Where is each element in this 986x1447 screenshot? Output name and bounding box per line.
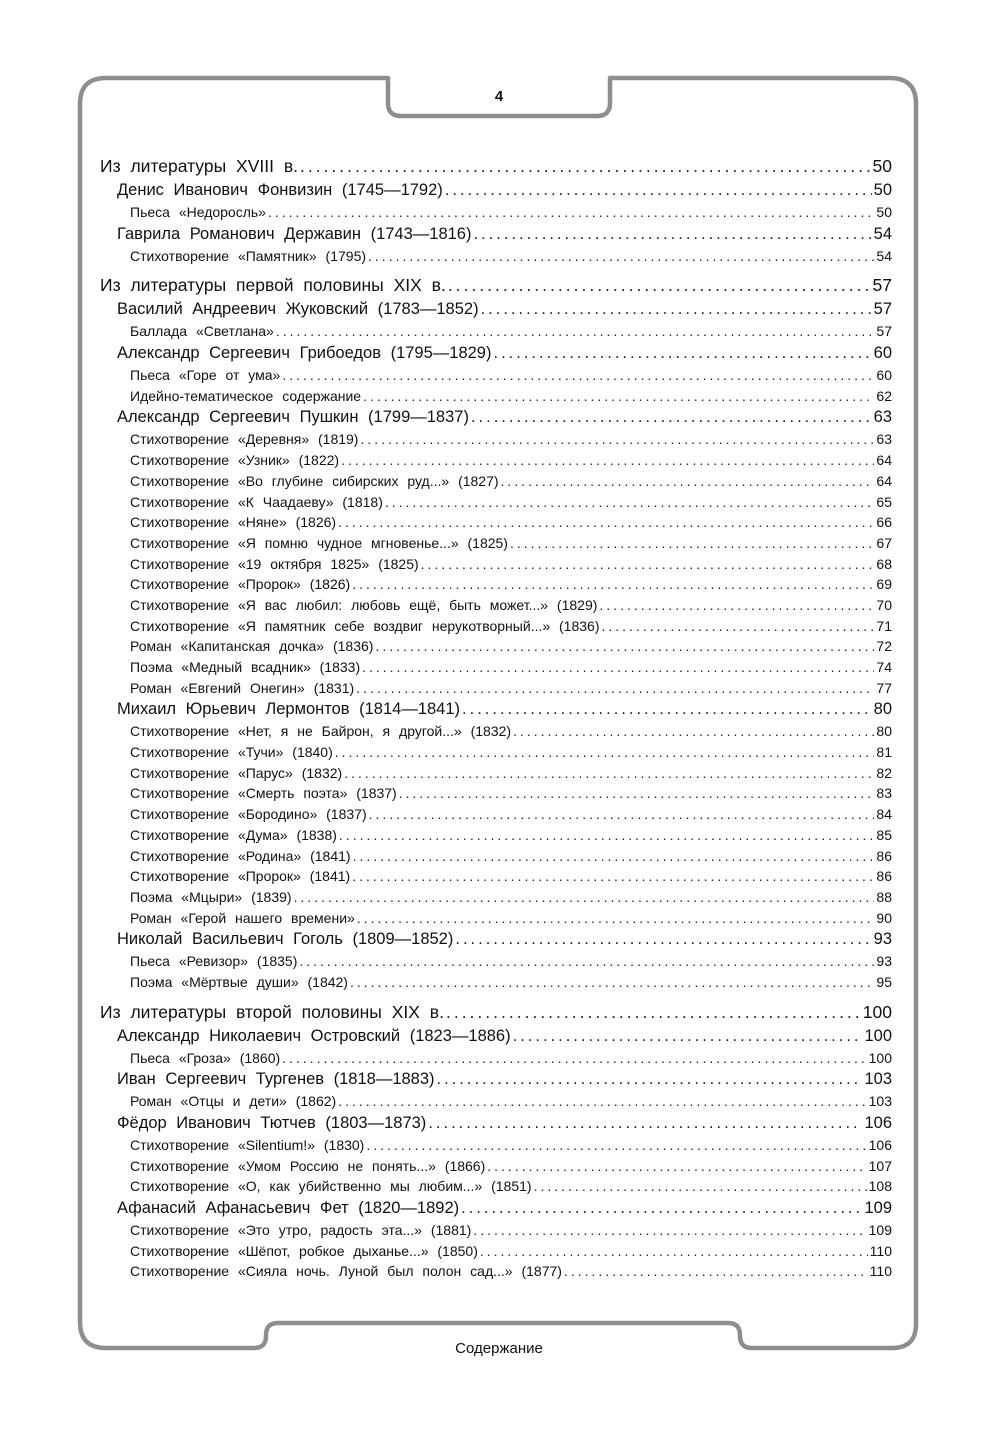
work-entry-page-number: 72 xyxy=(876,638,892,655)
work-entry xyxy=(100,825,892,846)
section-heading-page-number: 57 xyxy=(872,275,892,296)
work-entry-text: Стихотворение «Тучи» (1840) xyxy=(130,744,333,761)
author-entry xyxy=(100,298,892,321)
work-entry-text: Баллада «Светлана» xyxy=(130,323,274,340)
section-heading-text: Из литературы XVIII в. xyxy=(100,156,298,176)
work-entry-text: Поэма «Мцыри» (1839) xyxy=(130,888,292,905)
dot-leader xyxy=(300,153,871,179)
work-entry-page-number: 70 xyxy=(876,596,892,613)
dot-leader xyxy=(421,554,875,575)
dot-leader xyxy=(341,450,874,471)
footer-title: Содержание xyxy=(455,1340,543,1357)
author-entry-page-number: 106 xyxy=(864,1114,892,1132)
work-entry xyxy=(100,783,892,804)
work-entry-page-number: 110 xyxy=(869,1263,892,1280)
work-entry-page-number: 64 xyxy=(876,452,892,469)
work-entry-page-number: 103 xyxy=(868,1093,892,1110)
work-entry xyxy=(100,386,892,407)
work-entry xyxy=(100,742,892,763)
author-entry-page-number: 103 xyxy=(864,1070,892,1089)
work-entry xyxy=(100,321,892,342)
work-entry-page-number: 93 xyxy=(876,953,892,970)
work-entry-page-number: 65 xyxy=(876,493,892,510)
work-entry-text: Роман «Капитанская дочка» (1836) xyxy=(130,638,374,655)
table-of-contents xyxy=(100,153,892,1288)
work-entry xyxy=(100,246,892,267)
dot-leader xyxy=(339,825,875,846)
work-entry-page-number: 88 xyxy=(876,888,892,905)
work-entry xyxy=(100,429,892,450)
work-entry-text: Стихотворение «Умом Россию не понять...» (1866) xyxy=(130,1157,486,1174)
author-entry-text: Иван Сергеевич Тургенев (1818—1883) xyxy=(117,1070,435,1089)
work-entry xyxy=(100,636,892,657)
dot-leader xyxy=(338,512,874,533)
section-heading xyxy=(100,272,892,298)
dot-leader xyxy=(480,1241,868,1262)
dot-leader xyxy=(471,406,872,429)
author-entry xyxy=(100,928,892,951)
author-entry-page-number: 109 xyxy=(864,1199,892,1218)
dot-leader xyxy=(455,928,871,951)
dot-leader xyxy=(534,1176,867,1197)
dot-leader xyxy=(352,574,874,595)
work-entry-text: Пьеса «Недоросль» xyxy=(130,204,266,220)
work-entry xyxy=(100,554,892,575)
work-entry-text: Стихотворение «Парус» (1832) xyxy=(130,764,343,781)
section-heading-text: Из литературы второй половины XIX в. xyxy=(100,1001,444,1022)
work-entry-text: Стихотворение «Родина» (1841) xyxy=(130,847,351,864)
work-entry-text: Стихотворение «Деревня» (1819) xyxy=(130,431,359,448)
section-heading-text: Из литературы первой половины XIX в. xyxy=(100,275,446,296)
work-entry xyxy=(100,657,892,678)
work-entry-page-number: 63 xyxy=(876,431,892,448)
dot-leader xyxy=(513,721,874,742)
dot-leader xyxy=(268,202,874,223)
section-heading-page-number: 100 xyxy=(862,1001,892,1022)
work-entry-page-number: 100 xyxy=(868,1049,892,1066)
author-entry-page-number: 50 xyxy=(873,181,892,199)
work-entry-page-number: 84 xyxy=(876,806,892,823)
dot-leader xyxy=(357,908,875,929)
dot-leader xyxy=(446,999,861,1025)
dot-leader xyxy=(448,272,871,298)
work-entry-page-number: 67 xyxy=(876,534,892,551)
work-entry-page-number: 68 xyxy=(876,555,892,572)
work-entry xyxy=(100,887,892,908)
author-entry xyxy=(100,406,892,429)
section-heading xyxy=(100,999,892,1025)
work-entry-text: Стихотворение «Шёпот, робкое дыханье...» (1850) xyxy=(130,1242,478,1259)
dot-leader xyxy=(363,386,874,407)
dot-leader xyxy=(368,246,874,267)
dot-leader xyxy=(493,342,871,365)
work-entry xyxy=(100,1261,892,1282)
work-entry-text: Стихотворение «О, как убийственно мы любим...» (1851) xyxy=(130,1178,532,1195)
work-entry-page-number: 86 xyxy=(876,847,892,864)
dot-leader xyxy=(445,179,872,202)
author-entry-text: Гаврила Романович Державин (1743—1816) xyxy=(117,224,472,243)
author-entry xyxy=(100,1025,892,1048)
toc-section xyxy=(100,153,892,266)
work-entry xyxy=(100,533,892,554)
dot-leader xyxy=(399,783,875,804)
work-entry-text: Стихотворение «Нет, я не Байрон, я другой...» (1832) xyxy=(130,723,512,740)
author-entry xyxy=(100,1197,892,1220)
dot-leader xyxy=(487,1156,866,1177)
dot-leader xyxy=(282,365,874,386)
work-entry-text: Идейно-тематическое содержание xyxy=(130,387,362,404)
author-entry-page-number: 60 xyxy=(873,344,892,363)
work-entry-page-number: 64 xyxy=(876,472,892,489)
author-entry-text: Денис Иванович Фонвизин (1745—1792) xyxy=(117,181,443,199)
work-entry-page-number: 80 xyxy=(876,723,892,740)
work-entry xyxy=(100,492,892,513)
dot-leader xyxy=(369,804,875,825)
work-entry-text: Стихотворение «Я помню чудное мгновенье...» (1825) xyxy=(130,534,508,551)
work-entry-text: Стихотворение «19 октября 1825» (1825) xyxy=(130,555,419,572)
work-entry-page-number: 109 xyxy=(868,1222,892,1239)
work-entry-page-number: 57 xyxy=(876,323,892,340)
work-entry xyxy=(100,763,892,784)
work-entry xyxy=(100,846,892,867)
dot-leader xyxy=(428,1112,862,1135)
work-entry xyxy=(100,450,892,471)
author-entry-page-number: 57 xyxy=(873,300,892,319)
work-entry xyxy=(100,202,892,223)
work-entry xyxy=(100,512,892,533)
author-entry-text: Александр Николаевич Островский (1823—1886) xyxy=(117,1026,511,1045)
author-entry-page-number: 80 xyxy=(873,700,892,719)
dot-leader xyxy=(375,636,874,657)
dot-leader xyxy=(385,492,875,513)
work-entry xyxy=(100,721,892,742)
work-entry-text: Стихотворение «Это утро, радость эта...» (1881) xyxy=(130,1222,472,1239)
work-entry xyxy=(100,804,892,825)
dot-leader xyxy=(344,763,874,784)
work-entry xyxy=(100,1176,892,1197)
author-entry-page-number: 54 xyxy=(873,224,892,243)
toc-section xyxy=(100,272,892,992)
work-entry-text: Стихотворение «Смерть поэта» (1837) xyxy=(130,785,397,802)
work-entry-text: Поэма «Медный всадник» (1833) xyxy=(130,659,361,675)
dot-leader xyxy=(473,1220,866,1241)
work-entry-text: Роман «Отцы и дети» (1862) xyxy=(130,1093,337,1110)
dot-leader xyxy=(564,1261,868,1282)
work-entry-page-number: 82 xyxy=(876,764,892,781)
work-entry xyxy=(100,678,892,699)
author-entry xyxy=(100,179,892,202)
work-entry-page-number: 83 xyxy=(876,785,892,802)
work-entry-text: Стихотворение «Silentium!» (1830) xyxy=(130,1137,365,1153)
author-entry xyxy=(100,698,892,721)
work-entry xyxy=(100,616,892,637)
work-entry-text: Стихотворение «Я памятник себе воздвиг нерукотворный...» (1836) xyxy=(130,617,600,634)
work-entry-text: Стихотворение «К Чаадаеву» (1818) xyxy=(130,493,383,510)
dot-leader xyxy=(282,1048,866,1069)
dot-leader xyxy=(360,429,874,450)
toc-section xyxy=(100,999,892,1283)
work-entry-page-number: 62 xyxy=(876,387,892,404)
work-entry xyxy=(100,1241,892,1262)
author-entry-text: Афанасий Афанасьевич Фет (1820—1892) xyxy=(117,1199,460,1218)
work-entry-page-number: 54 xyxy=(876,247,892,264)
dot-leader xyxy=(513,1025,863,1048)
work-entry-page-number: 106 xyxy=(868,1137,892,1153)
author-entry xyxy=(100,342,892,365)
work-entry-text: Пьеса «Горе от ума» xyxy=(130,367,281,384)
work-entry xyxy=(100,471,892,492)
work-entry-page-number: 74 xyxy=(876,659,892,675)
work-entry-page-number: 81 xyxy=(876,744,892,761)
work-entry-page-number: 77 xyxy=(876,679,892,696)
work-entry xyxy=(100,574,892,595)
work-entry-page-number: 86 xyxy=(876,868,892,885)
author-entry-text: Николай Васильевич Гоголь (1809—1852) xyxy=(117,930,454,949)
dot-leader xyxy=(362,657,874,678)
author-entry-text: Александр Сергеевич Пушкин (1799—1837) xyxy=(117,408,469,427)
work-entry-text: Пьеса «Ревизор» (1835) xyxy=(130,953,298,970)
dot-leader xyxy=(350,972,874,993)
dot-leader xyxy=(473,223,871,246)
work-entry xyxy=(100,1220,892,1241)
work-entry-text: Стихотворение «Пророк» (1841) xyxy=(130,868,351,885)
dot-leader xyxy=(461,1197,862,1220)
work-entry-text: Стихотворение «Я вас любил: любовь ещё, быть может...» (1829) xyxy=(130,596,598,613)
work-entry xyxy=(100,972,892,993)
work-entry-text: Стихотворение «Пророк» (1826) xyxy=(130,576,351,593)
author-entry-page-number: 100 xyxy=(864,1026,892,1045)
work-entry-text: Стихотворение «Няне» (1826) xyxy=(130,514,337,531)
work-entry-page-number: 71 xyxy=(876,617,892,634)
dot-leader xyxy=(356,678,874,699)
work-entry-page-number: 108 xyxy=(868,1178,892,1195)
dot-leader xyxy=(366,1135,866,1156)
work-entry-page-number: 110 xyxy=(869,1242,892,1259)
work-entry xyxy=(100,1135,892,1156)
work-entry-text: Стихотворение «Дума» (1838) xyxy=(130,826,337,843)
section-heading-page-number: 50 xyxy=(872,156,892,176)
dot-leader xyxy=(352,866,874,887)
work-entry xyxy=(100,595,892,616)
work-entry xyxy=(100,866,892,887)
author-entry-text: Михаил Юрьевич Лермонтов (1814—1841) xyxy=(117,700,461,719)
dot-leader xyxy=(481,298,872,321)
work-entry-text: Роман «Герой нашего времени» xyxy=(130,909,355,926)
dot-leader xyxy=(501,471,875,492)
section-heading xyxy=(100,153,892,179)
dot-leader xyxy=(276,321,875,342)
work-entry-page-number: 60 xyxy=(876,367,892,384)
author-entry-page-number: 93 xyxy=(873,930,892,949)
author-entry xyxy=(100,1068,892,1091)
work-entry-text: Поэма «Мёртвые души» (1842) xyxy=(130,973,348,990)
dot-leader xyxy=(599,595,874,616)
work-entry-page-number: 107 xyxy=(868,1157,892,1174)
page-number: 4 xyxy=(494,88,504,105)
work-entry-text: Стихотворение «Памятник» (1795) xyxy=(130,247,367,264)
dot-leader xyxy=(335,742,875,763)
work-entry-page-number: 85 xyxy=(876,826,892,843)
dot-leader xyxy=(294,887,875,908)
work-entry-text: Стихотворение «Во глубине сибирских руд...» (1827) xyxy=(130,472,499,489)
work-entry-page-number: 50 xyxy=(876,204,892,220)
author-entry xyxy=(100,1112,892,1135)
work-entry xyxy=(100,1048,892,1069)
dot-leader xyxy=(299,951,874,972)
dot-leader xyxy=(437,1068,863,1091)
dot-leader xyxy=(602,616,875,637)
dot-leader xyxy=(353,846,875,867)
work-entry xyxy=(100,908,892,929)
author-entry-text: Александр Сергеевич Грибоедов (1795—1829) xyxy=(117,344,492,363)
work-entry xyxy=(100,951,892,972)
work-entry-text: Пьеса «Гроза» (1860) xyxy=(130,1049,281,1066)
work-entry xyxy=(100,1156,892,1177)
author-entry xyxy=(100,223,892,246)
dot-leader xyxy=(462,698,872,721)
author-entry-page-number: 63 xyxy=(873,408,892,427)
work-entry-page-number: 66 xyxy=(876,514,892,531)
work-entry xyxy=(100,365,892,386)
work-entry-text: Стихотворение «Узник» (1822) xyxy=(130,452,340,469)
author-entry-text: Василий Андреевич Жуковский (1783—1852) xyxy=(117,300,479,319)
work-entry-text: Стихотворение «Бородино» (1837) xyxy=(130,806,367,823)
work-entry xyxy=(100,1091,892,1112)
dot-leader xyxy=(510,533,874,554)
work-entry-text: Стихотворение «Сияла ночь. Луной был полон сад...» (1877) xyxy=(130,1263,562,1280)
dot-leader xyxy=(338,1091,866,1112)
work-entry-page-number: 90 xyxy=(876,909,892,926)
author-entry-text: Фёдор Иванович Тютчев (1803—1873) xyxy=(117,1114,427,1132)
work-entry-text: Роман «Евгений Онегин» (1831) xyxy=(130,679,355,696)
work-entry-page-number: 95 xyxy=(876,973,892,990)
work-entry-page-number: 69 xyxy=(876,576,892,593)
